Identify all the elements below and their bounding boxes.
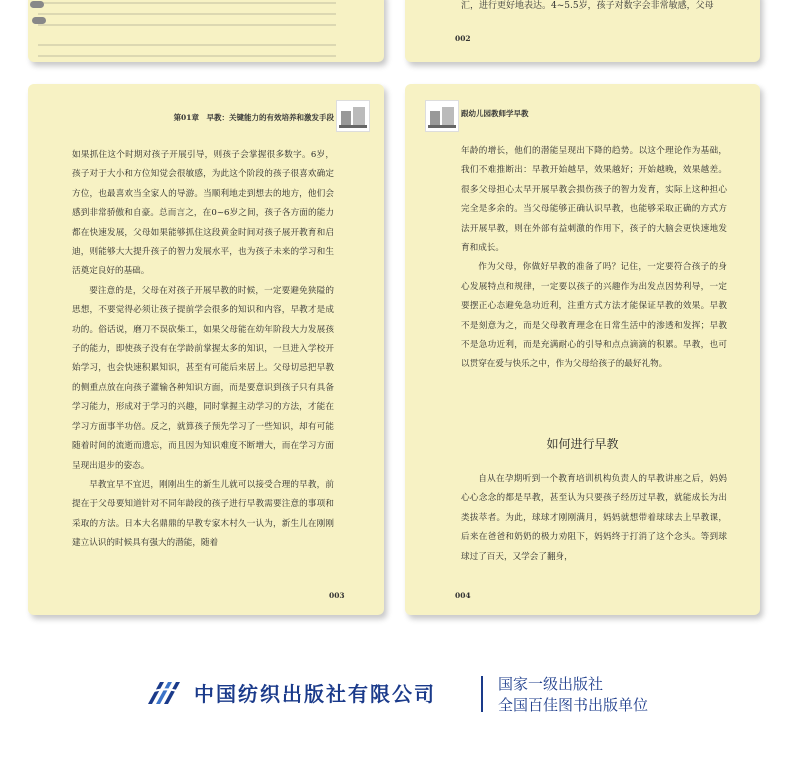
paragraph: 自从在孕期听到一个教育培训机构负责人的早教讲座之后，妈妈心心念念的都是早教，甚至认为只要孩子经历过早教，就能成长为出类拔萃者。为此，球球才刚刚满月，妈妈就想带着球球去上早教课，后来在爸爸和奶奶的极力劝阻下，妈妈终于打消了这个念头。等到球球过了百天，又学会了翻身，: [461, 474, 727, 562]
publisher-tagline: 国家一级出版社: [498, 675, 604, 693]
section-title: 如何进行早教: [546, 437, 619, 451]
page-body: [72, 146, 334, 554]
page-004: [405, 84, 760, 615]
page-number: 004: [455, 591, 471, 600]
paragraph: 如果抓住这个时期对孩子开展引导，则孩子会掌握很多数字。6岁，孩子对于大小和方位知觉会很敏感，为此这个阶段的孩子很喜欢确定方位，也最喜欢当全家人的导游。当顺利地走到想去的地方，他们会感到非常骄傲和自豪。总而言之，在0~6岁之间，孩子各方面的能力都在快速发展，父母如果能够抓住这段黄金时间对孩子展开教育和启迪，则能够大大提升孩子的智力发展水平，也为孩子未来的学习和生活奠定良好的基础。: [72, 150, 334, 277]
page-header: 跟幼儿园教师学早教: [461, 109, 529, 118]
page-body: [461, 470, 727, 567]
paragraph: 作为父母，你做好早教的准备了吗？记住，一定要符合孩子的身心发展特点和规律，一定要以孩子的兴趣作为出发点因势利导，一定要摆正心态避免急功近利，注重方式方法才能保证早教的效果。早教不是刻意为之，而是父母教育理念在日常生活中的渗透和发挥；早教不是急功近利，而是充满耐心的引导和点点滴滴的积累。早教，也可以贯穿在爱与快乐之中，作为父母给孩子的最好礼物。: [461, 262, 727, 370]
page-003: [28, 84, 384, 615]
page-002: [405, 0, 760, 62]
page-number: 003: [329, 591, 345, 600]
page-number: 002: [455, 34, 471, 43]
page-text: 汇，进行更好地表达。4~5.5岁，孩子对数字会非常敏感，父母: [461, 1, 714, 11]
publisher-name: 中国纺织出版社有限公司: [194, 682, 436, 706]
page-body: [461, 142, 727, 375]
publisher-logo-icon: [146, 678, 180, 708]
binder-clip-icon: [30, 1, 44, 8]
page-header: 第01章 早教：关键能力的有效培养和激发手段: [173, 113, 334, 122]
building-illustration-icon: [425, 100, 459, 132]
page-top-left: [28, 0, 384, 62]
paragraph: 要注意的是，父母在对孩子开展早教的时候，一定要避免狭隘的思想，不要觉得必须让孩子提前学会很多的知识和内容，早教才是成功的。俗话说，磨刀不误砍柴工，如果父母能在幼年阶段大力发展孩子的能力，即使孩子没有在学龄前掌握太多的知识，一旦进入学校开始学习，也会快速积累知识，甚至有可能后来居上。父母切忌把早教的侧重点放在向孩子灌输各种知识方面，而是要意识到孩子只有具备学习能力，形成对于学习的兴趣，同时掌握主动学习的方法，才能在学习方面事半功倍。反之，就算孩子预先学习了一些知识，却有可能随着时间的流逝而遗忘，而且因为知识难度不断增大，而在学习方面呈现出退步的姿态。: [72, 285, 334, 471]
footer-divider: [481, 676, 483, 712]
building-illustration-icon: [336, 100, 370, 132]
binder-clip-icon: [32, 17, 46, 24]
publisher-tagline: 全国百佳图书出版单位: [498, 696, 649, 714]
paragraph: 年龄的增长，他们的潜能呈现出下降的趋势。以这个理论作为基础，我们不难推断出：早教开始越早，效果越好；开始越晚，效果越差。很多父母担心太早开展早教会损伤孩子的智力发育，实际上这种担心完全是多余的。当父母能够正确认识早教，也能够采取正确的方式方法开展早教，则在外部有益刺激的作用下，孩子的大脑会更快速地发育和成长。: [461, 146, 727, 254]
paragraph: 早教宜早不宜迟，刚刚出生的新生儿就可以接受合理的早教，前提在于父母要知道针对不同年龄段的孩子进行早教需要注意的事项和采取的方法。日本大名鼎鼎的早教专家木村久一认为，新生儿在刚刚建立认识的时候具有强大的潜能，随着: [72, 479, 334, 549]
